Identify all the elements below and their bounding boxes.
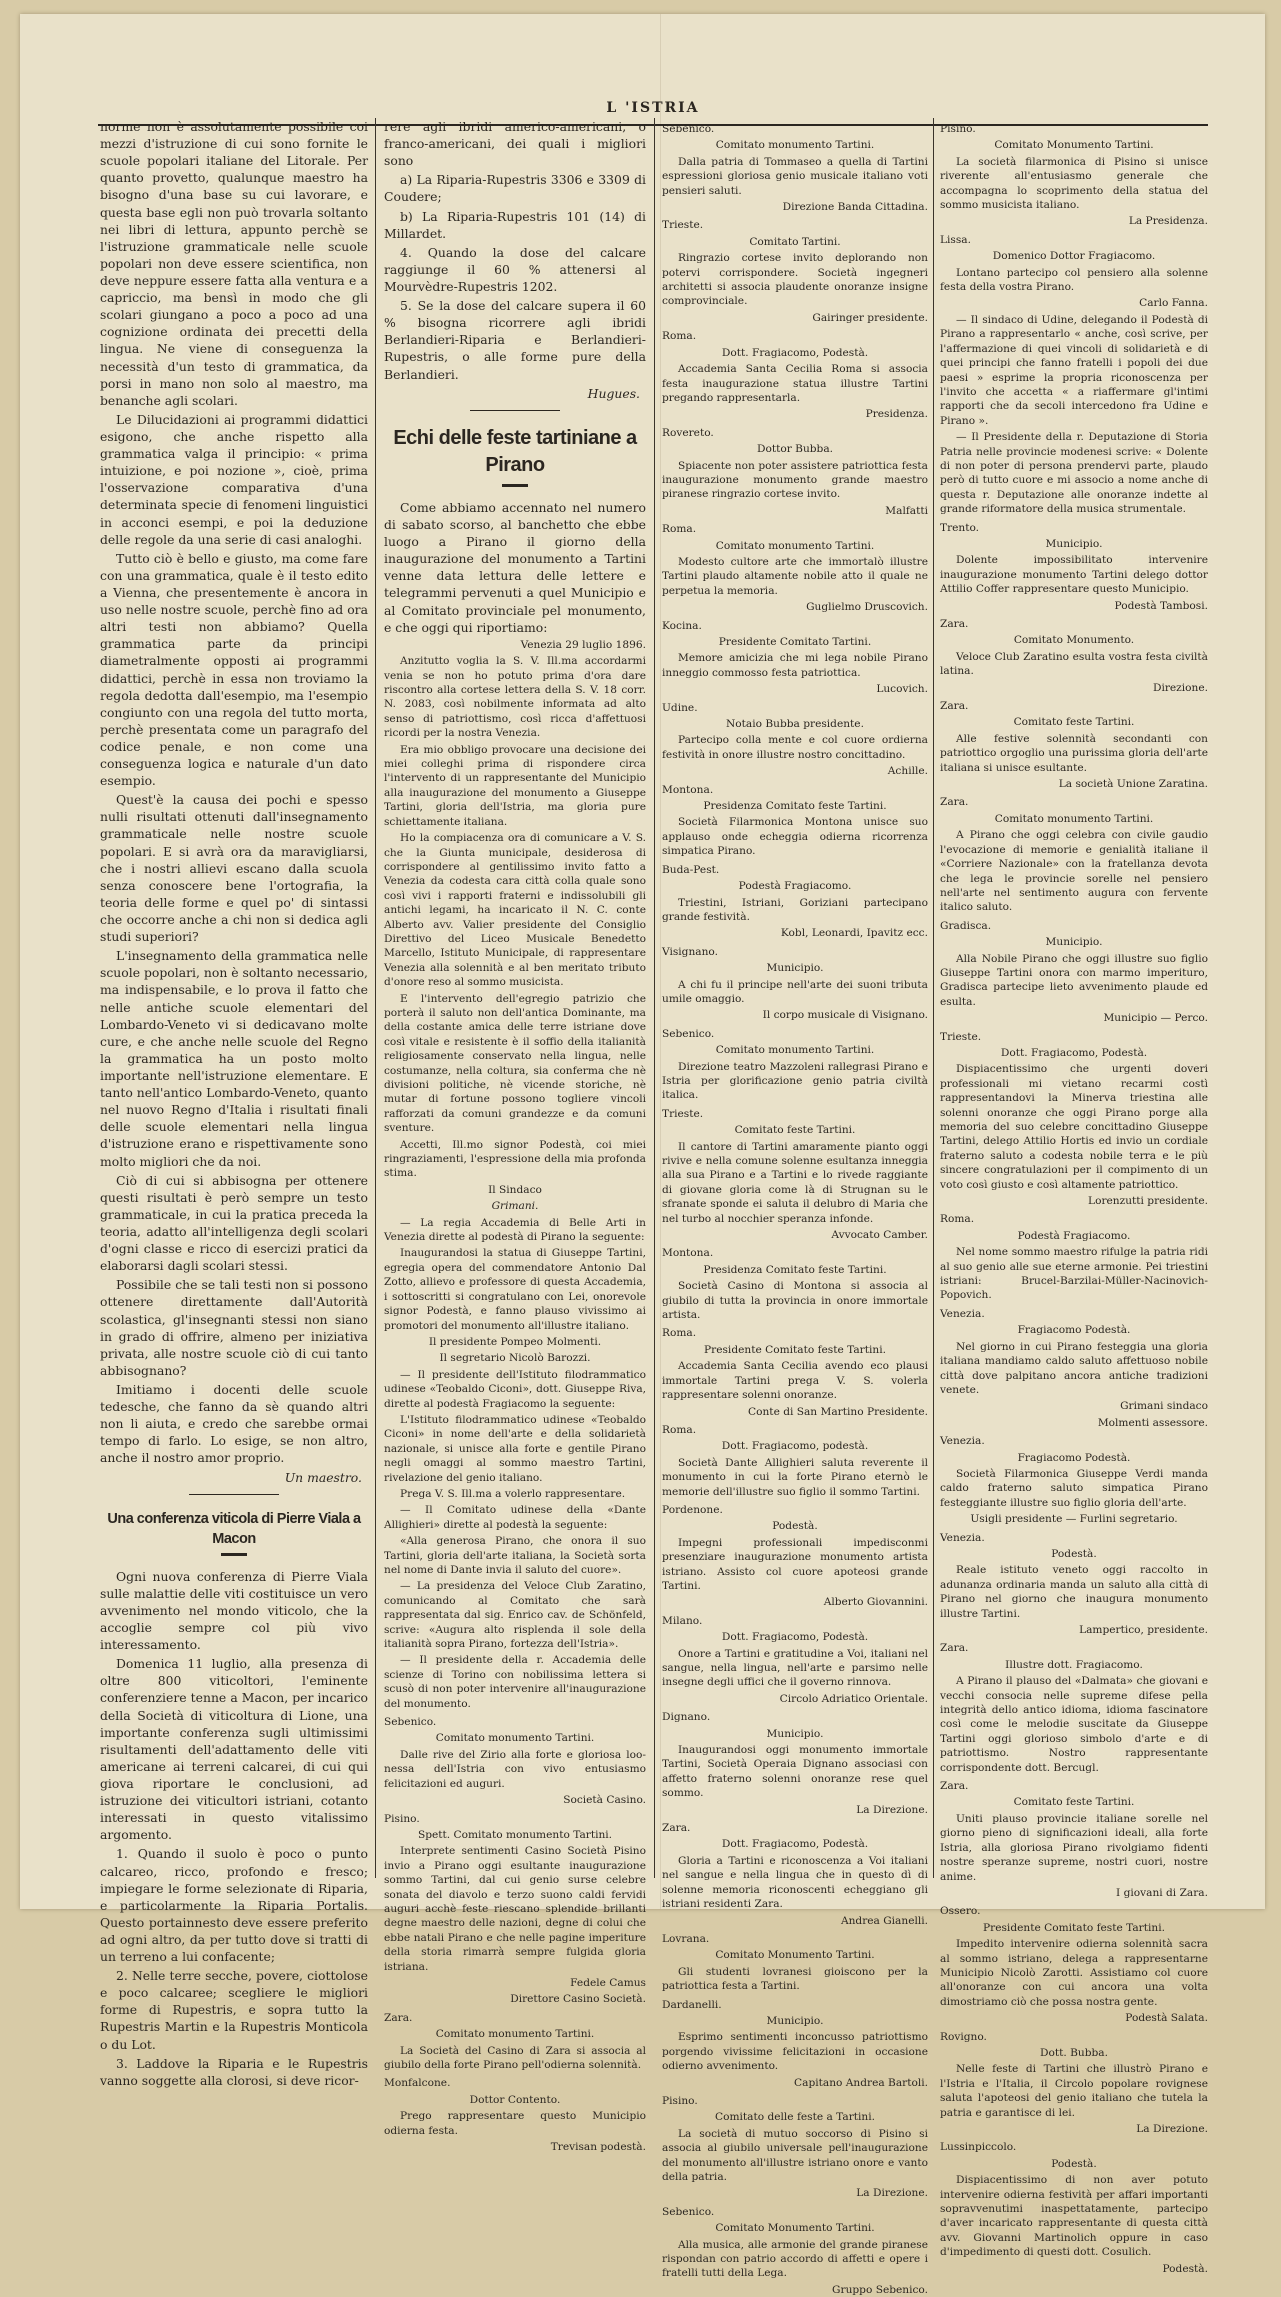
- separator: [502, 484, 528, 487]
- signature: Il presidente Pompeo Molmenti.: [428, 1335, 602, 1348]
- paragraph: — Il presidente dell'Istituto filodrammatico udinese «Teobaldo Ciconi», dott. Giuseppe Riva, dirette al podestà Fragiacomo la seguente:: [384, 1368, 646, 1410]
- telegram-text: Alle festive solennità secondanti con patriottico orgoglio una purissima gloria dell'arte italiana si unisce esultante.: [940, 732, 1208, 774]
- paragraph: Tutto ciò è bello e giusto, ma come fare con una grammatica, quale è il testo edito a Vienna, che presentemente è ancora in uso nelle nostre scuole, perchè fino ad ora altri testi non abbiamo? Quella grammatica parte da principi diametralmente opposti ai programmi didattici, perchè in essa non troviamo la regola dedotta dall'esempio, ma l'esempio congiunto con una regola del tutto morta, perchè presentata come un paragrafo del codice penale, e non come una conseguenza logica e naturale d'un dato esempio.: [100, 550, 368, 789]
- telegram-signature: Alberto Giovannini.: [823, 1596, 928, 1609]
- paragraph: — La presidenza del Veloce Club Zaratino, comunicando al Comitato che sarà rappresentata dal sig. Enrico cav. de Schönfeld, scrive: «Augura alto risplenda il sole della italianità sopra Pirano, fortezza dell'Istria».: [384, 1580, 646, 1651]
- telegram-text: La società filarmonica di Pisino si unisce riverente all'entusiasmo generale che accompagna lo scoprimento della statua del sommo musicista italiano.: [940, 155, 1208, 212]
- telegram-signature: La società Unione Zaratina.: [1058, 778, 1208, 791]
- telegram-place: Roma.: [662, 523, 697, 536]
- telegram-signature: Gairinger presidente.: [812, 311, 928, 324]
- telegram-text: Ringrazio cortese invito deplorando non potervi corrispondere. Società ingegneri architetti si associa plaudente onoranze insigne comprovinciale.: [662, 252, 928, 308]
- telegram-signature: Lorenzutti presidente.: [1088, 1195, 1208, 1208]
- telegram-place: Trieste.: [940, 1030, 982, 1043]
- paragraph: a) La Riparia-Rupestris 3306 e 3309 di Coudere;: [384, 172, 646, 205]
- column-2: [384, 118, 646, 2154]
- telegram-signature: Podestà Tambosi.: [1114, 599, 1208, 612]
- article-signature: Un maestro.: [284, 1469, 362, 1485]
- telegram-text: Esprimo sentimenti inconcusso patriottismo porgendo vivissime felicitazioni in occasione odierno avvenimento.: [662, 2031, 928, 2073]
- telegram-addressee: Dott. Fragiacomo, Podestà.: [721, 1838, 869, 1851]
- paragraph: — Il presidente della r. Accademia delle scienze di Torino con nobilissima lettera si scusò di non poter intervenire all'inaugurazione del monumento.: [384, 1654, 646, 1710]
- paragraph: — Il Comitato udinese della «Dante Allighieri» dirette al podestà la seguente:: [384, 1504, 646, 1531]
- telegram-text: Nel nome sommo maestro rifulge la patria ridi al suo genio alle sue eterne armonie. Pei triestini istriani: Brucel-Barzilai-Müller-Nacinovich-Popovich.: [940, 1246, 1208, 1302]
- telegram-addressee: Comitato monumento Tartini.: [715, 139, 875, 152]
- telegram-addressee: Presidente Comitato feste Tartini.: [704, 1343, 886, 1356]
- telegram-signature: Lampertico, presidente.: [1079, 1624, 1208, 1636]
- paragraph: 1. Quando il suolo è poco o punto calcareo, ricco, profondo e fresco; impiegare le forme selezionate di Riparia, e particolarmente la Riparia Portalis. Questo portainnesto deve essere preferito ad ogni altro, da per tutto dove si tratti di un terreno a lui confacente;: [100, 1846, 368, 1965]
- telegram-place: Rovereto.: [662, 426, 714, 439]
- telegram-text: Partecipo colla mente e col cuore ordierna festività in onore illustre nostro concittadino.: [662, 734, 928, 761]
- telegram-place: Zara.: [940, 700, 969, 713]
- telegram-text: Dalla patria di Tommaseo a quella di Tartini espressioni gloriosa genio musicale italiano voti pensieri saluti.: [662, 155, 928, 197]
- telegram-text: La società di mutuo soccorso di Pisino si associa al giubilo universale pell'inaugurazione del monumento all'illustre istriano onore e vanto della patria.: [662, 2127, 928, 2183]
- telegram-text: Società Dante Allighieri saluta reverente il monumento in cui la forte Pirano eternò le memorie dell'illustre suo figlio il sommo Tartini.: [662, 1456, 928, 1498]
- telegram-place: Pordenone.: [662, 1503, 723, 1516]
- telegram-addressee: Presidente Comitato Tartini.: [718, 636, 872, 648]
- page-fold: [660, 14, 661, 1909]
- telegram-place: Udine.: [662, 701, 698, 714]
- telegram-signature: Usigli presidente — Furlini segretario.: [970, 1513, 1178, 1526]
- telegram-addressee: Dottor Contento.: [469, 2093, 561, 2106]
- paragraph: Ogni nuova conferenza di Pierre Viala sulle malattie delle viti costituisce un vero avvenimento nel mondo viticolo, che la accoglie sempre col più vivo interessamento.: [100, 1568, 368, 1653]
- telegram-addressee: Presidenza Comitato feste Tartini.: [703, 1263, 887, 1276]
- telegram-signature: Fedele Camus: [570, 1976, 646, 1989]
- telegram-signature: Direttore Casino Società.: [510, 1993, 646, 2006]
- telegram-addressee: Spett. Comitato monumento Tartini.: [417, 1828, 613, 1841]
- paragraph: — Il sindaco di Udine, delegando il Podestà di Pirano a rappresentarlo « anche, così scrive, per l'affermazione di quei vincoli di solidarietà e di quei principi che fanno fratelli i popoli dei due paesi » esprime la propria riconoscenza per l'invito che accetta « a riaffermare gl'intimi rapporti che da secoli intercedono fra Udine e Pirano ».: [940, 313, 1208, 427]
- telegram-addressee: Municipio.: [1045, 537, 1103, 550]
- telegram-signature: La Direzione.: [1136, 2123, 1208, 2135]
- masthead-title: L 'ISTRIA: [606, 100, 700, 116]
- telegram-addressee: Dott. Fragiacomo, Podestà.: [721, 346, 869, 359]
- telegram-addressee: Presidente Comitato feste Tartini.: [983, 1921, 1165, 1934]
- paragraph: Ho la compiacenza ora di comunicare a V. S. che la Giunta municipale, desiderosa di corrispondere al gentilissimo invito fatto a Venezia da codesta cara città colla quale sono così vivi i rapporti fraterni e indissolubili gli antichi legami, ha incaricato il N. C. conte Alberto avv. Valier presidente del Consiglio Direttivo del Liceo Musicale Benedetto Marcello, Istituto Municipale, di rappresentare Venezia alla solennità e al ben meritato tributo d'onore reso al sommo musicista.: [384, 832, 646, 989]
- separator: [470, 410, 560, 411]
- paragraph: 2. Nelle terre secche, povere, ciottolose e poco calcaree; scegliere le migliori forme di Rupestris, e sopra tutto la Rupestris Martin e la Rupestris Monticola o du Lot.: [100, 1968, 368, 2052]
- telegram-addressee: Comitato delle feste a Tartini.: [714, 2111, 875, 2124]
- paragraph: Accetti, Ill.mo signor Podestà, coi miei ringraziamenti, l'espressione della mia profonda stima.: [384, 1138, 646, 1180]
- telegram-signature: Kobl, Leonardi, Ipavitz ecc.: [780, 927, 928, 940]
- telegram-text: Modesto cultore arte che immortalò illustre Tartini plaudo altamente nobile atto il quale ne perpetua la memoria.: [662, 555, 928, 597]
- telegram-place: Pisino.: [940, 123, 976, 135]
- telegram-addressee: Dott. Fragiacomo, Podestà.: [1000, 1046, 1148, 1059]
- telegram-place: Ossero.: [940, 1905, 981, 1918]
- telegram-addressee: Comitato feste Tartini.: [1013, 716, 1135, 729]
- telegram-signature: Conte di San Martino Presidente.: [748, 1405, 928, 1418]
- paragraph: Era mio obbligo provocare una decisione dei miei colleghi prima di rispondere circa l'intervento di un rappresentante del Municipio alla inaugurazione del monumento a Giuseppe Tartini, gloria dell'Istria, ma gloria pure schiettamente italiana.: [384, 743, 646, 828]
- telegram-text: Direzione teatro Mazzoleni rallegrasi Pirano e Istria per glorificazione genio patria civiltà italica.: [662, 1060, 928, 1102]
- telegram-addressee: Podestà.: [1051, 2157, 1097, 2170]
- telegram-text: Dolente impossibilitato intervenire inaugurazione monumento Tartini delego dottor Attilio Coffer rappresentare questo Municipio.: [940, 554, 1208, 596]
- telegram-text: Prego rappresentare questo Municipio odierna festa.: [384, 2110, 646, 2137]
- paragraph: Le Dilucidazioni ai programmi didattici esigono, che anche rispetto alla grammatica valga il principio: « prima intuizione, e poi nozione », cioè, prima l'osservazione comparativa d'una determinata specie di fenomeni linguistici in acconci esempi, e poi la deduzione delle regole da una serie di casi analoghi.: [100, 411, 368, 547]
- telegram-addressee: Podestà.: [1051, 1547, 1097, 1560]
- telegram-signature: Circolo Adriatico Orientale.: [779, 1692, 928, 1705]
- telegram-addressee: Dott. Fragiacomo, Podestà.: [721, 1631, 869, 1644]
- telegram-place: Lovrana.: [662, 1932, 710, 1945]
- telegram-text: Memore amicizia che mi lega nobile Pirano inneggio commosso festa patriottica.: [662, 652, 928, 679]
- telegram-signature: La Presidenza.: [1128, 215, 1208, 228]
- paragraph: E l'intervento dell'egregio patrizio che porterà il saluto non dell'antica Dominante, ma della costante amica delle terre istriane dove così vitale e resistente è il soffio della italianità religiosamente conservato nella lingua, nelle costumanze, nella coltura, sia conferma che nè divisioni politiche, nè vicende storiche, nè mutar di fortune possono togliere vincoli rafforzati da comuni grandezze e da comuni sventure.: [384, 992, 646, 1135]
- column-rule: [375, 118, 376, 1878]
- telegram-text: Dispiacentissimo di non aver potuto intervenire odierna festività per affari importanti sopravvenutimi inaspettatamente, partecipo d'aver incaricato rappresentante di questa città avv. Giovanni Martinolich oppure in caso d'impedimento di questi dott. Cosulich.: [940, 2174, 1208, 2259]
- telegram-signature: Podestà.: [1162, 2262, 1208, 2275]
- telegram-signature: Avvocato Camber.: [831, 1229, 928, 1242]
- signature: Il Sindaco: [488, 1183, 542, 1196]
- column-rule: [654, 118, 655, 1878]
- telegram-place: Zara.: [384, 2011, 413, 2024]
- telegram-place: Monfalcone.: [384, 2077, 451, 2090]
- telegram-addressee: Comitato monumento Tartini.: [435, 2028, 595, 2041]
- telegram-signature: Carlo Fanna.: [1139, 297, 1208, 310]
- telegram-signature: Achille.: [887, 765, 928, 778]
- telegram-text: Società Casino di Montona si associa al giubilo di tutta la provincia in onore immortale artista.: [662, 1280, 928, 1322]
- telegram-place: Trieste.: [662, 219, 704, 232]
- telegram-addressee: Presidenza Comitato feste Tartini.: [703, 800, 887, 813]
- telegram-place: Kocina.: [662, 619, 702, 632]
- telegram-addressee: Fragiacomo Podestà.: [1017, 1451, 1131, 1464]
- telegram-place: Zara.: [940, 1780, 969, 1793]
- telegram-addressee: Illustre dott. Fragiacomo.: [1005, 1658, 1143, 1671]
- paragraph: «Alla generosa Pirano, che onora il suo Tartini, gloria dell'arte italiana, la Società sorta nel nome di Dante invia il saluto del cuore».: [384, 1535, 646, 1576]
- paragraph: 4. Quando la dose del calcare raggiunge il 60 % attenersi al Mourvèdre-Rupestris 1202.: [384, 244, 646, 294]
- telegram-text: Onore a Tartini e gratitudine a Voi, italiani nel sangue, nella lingua, nell'arte e parsimo nelle insegne degli uffici che il governo rinnova.: [662, 1647, 928, 1689]
- telegram-signature: Direzione Banda Cittadina.: [782, 201, 928, 214]
- paragraph: L'insegnamento della grammatica nelle scuole popolari, non è soltanto necessario, ma indispensabile, e lo prova il fatto che nelle antiche scuole elementari del Lombardo-Veneto vi si dedicavano molte cure, e che anche nelle scuole del Regno la grammatica ha un posto molto importante nell'istruzione elementare. E tanto nell'antico Lombardo-Veneto, quanto nel nuovo Regno d'Italia i risultati finali delle scuole elementari nella lingua d'istruzione erano e rispettivamente sono molto migliori che da noi.: [100, 948, 368, 1169]
- telegram-addressee: Comitato Monumento.: [1013, 634, 1135, 647]
- telegram-place: Sebenico.: [662, 1027, 715, 1040]
- telegram-addressee: Comitato feste Tartini.: [734, 1124, 856, 1137]
- telegram-place: Dignano.: [662, 1711, 711, 1724]
- telegram-text: Lontano partecipo col pensiero alla solenne festa della vostra Pirano.: [940, 266, 1208, 294]
- telegram-text: Accademia Santa Cecilia avendo eco plausi immortale Tartini prega V. S. volerla rappresentare solenni onoranze.: [662, 1360, 928, 1402]
- telegram-addressee: Comitato monumento Tartini.: [715, 1044, 875, 1057]
- telegram-place: Lissa.: [940, 233, 971, 246]
- telegram-place: Zara.: [940, 1642, 969, 1655]
- paragraph: — La regia Accademia di Belle Arti in Venezia dirette al podestà di Pirano la seguente:: [384, 1216, 646, 1244]
- telegram-text: La Società del Casino di Zara si associa al giubilo della forte Pirano pell'odierna solennità.: [384, 2044, 646, 2071]
- telegram-place: Montona.: [662, 783, 714, 796]
- telegram-place: Zara.: [940, 618, 969, 630]
- telegram-signature: Capitano Andrea Bartoli.: [794, 2076, 928, 2089]
- telegram-addressee: Comitato monumento Tartini.: [994, 812, 1154, 825]
- telegram-addressee: Domenico Dottor Fragiacomo.: [992, 250, 1156, 263]
- telegram-text: Dispiacentissimo che urgenti doveri professionali mi vietano recarmi costì rappresentandovi la Minerva triestina alle solenni onoranze che oggi Pirano porge alla memoria del suo celebre concittadino Giuseppe Tartini, delego Attilio Hortis ed invio un cordiale fraterno saluto a codesta nobile terra e le più sincere congratulazioni per il compimento di un voto così giusto e così altamente patriottico.: [940, 1063, 1208, 1191]
- telegram-signature: Lucovich.: [876, 683, 928, 696]
- telegram-place: Roma.: [662, 1423, 697, 1436]
- telegram-place: Roma.: [662, 1327, 697, 1340]
- telegram-text: A Pirano il plauso del «Dalmata» che giovani e vecchi consocia nelle supreme difese pella integrità dello antico idioma, idioma fascinatore così come le melodie suscitate da Giuseppe Tartini oggi glorioso simbolo d'arte e di patriottismo. Nostro rappresentante corrispondente dott. Bercugl.: [940, 1675, 1208, 1774]
- telegram-text: Reale istituto veneto oggi raccolto in adunanza ordinaria manda un saluto alla città di Pirano nel giorno che inaugura monumento illustre Tartini.: [940, 1564, 1208, 1620]
- telegram-addressee: Comitato Tartini.: [749, 235, 841, 248]
- telegram-place: Venezia.: [940, 1307, 985, 1320]
- separator: [221, 1553, 247, 1556]
- paragraph: Come abbiamo accennato nel numero di sabato scorso, al banchetto che ebbe luogo a Pirano il giorno della inaugurazione del monumento a Tartini venne data lettura delle lettere e telegrammi pervenuti a quel Municipio e al Comitato provinciale pel monumento, e che oggi qui riportiamo:: [384, 499, 646, 635]
- telegram-addressee: Comitato Monumento Tartini.: [715, 2222, 875, 2235]
- paragraph: Prega V. S. Ill.ma a volerlo rappresentare.: [400, 1487, 626, 1500]
- telegram-place: Pisino.: [662, 2094, 698, 2107]
- telegram-signature: Malfatti: [885, 504, 928, 517]
- article-headline: Echi delle feste tartiniane a Pirano: [393, 426, 637, 477]
- telegram-text: A chi fu il principe nell'arte dei suoni tributa umile omaggio.: [662, 978, 928, 1005]
- signature: Grimani.: [491, 1200, 539, 1213]
- column-1: [100, 118, 368, 2088]
- telegram-place: Lussinpiccolo.: [940, 2141, 1017, 2154]
- paragraph: 5. Se la dose del calcare supera il 60 % bisogna ricorrere agli ibridi Berlandieri-Riparia e Berlandieri-Rupestris, o alle forme pure della Berlandieri.: [384, 298, 646, 382]
- telegram-place: Zara.: [662, 1822, 691, 1835]
- telegram-place: Buda-Pest.: [662, 863, 720, 876]
- telegram-addressee: Fragiacomo Podestà.: [1017, 1324, 1131, 1337]
- column-4: [940, 118, 1208, 2275]
- letter-date: Venezia 29 luglio 1896.: [520, 638, 646, 651]
- telegram-place: Venezia.: [940, 1531, 985, 1544]
- telegram-text: Impegni professionali impedisconmi presenziare inaugurazione monumento artista istriano. Assisto col cuore apoteosi grande Tartini.: [662, 1536, 928, 1592]
- telegram-signature: Il corpo musicale di Visignano.: [762, 1009, 928, 1022]
- telegram-place: Sebenico.: [662, 2205, 715, 2218]
- telegram-addressee: Podestà Fragiacomo.: [1017, 1229, 1131, 1242]
- telegram-text: Gloria a Tartini e riconoscenza a Voi italiani nel sangue e nella lingua che in questo dì di solenne memoria riconoscenti echeggiano gli istriani residenti Zara.: [662, 1854, 928, 1911]
- telegram-place: Sebenico.: [662, 123, 715, 135]
- paragraph: rere agli ibridi americo-americani, o franco-americani, dei quali i migliori sono: [384, 119, 646, 169]
- telegram-text: Accademia Santa Cecilia Roma si associa festa inaugurazione statua illustre Tartini pregando rappresentarla.: [662, 363, 928, 404]
- telegram-text: Impedito intervenire odierna solennità sacra al sommo istriano, delega a rappresentarne Municipio Nicolò Zarotti. Assistiamo col cuore all'onoranze con cui ancora una volta dimostriamo ciò che possa nostra gente.: [940, 1938, 1208, 2008]
- paragraph: Inaugurandosi la statua di Giuseppe Tartini, egregia opera del commendatore Antonio Dal Zotto, allievo e professore di questa Accademia, i sottoscritti si congratulano con Lei, onorevole signor Podestà, e fanno plauso vivissimo ai promotori del monumento all'illustre italiano.: [384, 1247, 646, 1332]
- paragraph: 3. Laddove la Riparia e le Rupestris vanno soggette alla clorosi, si deve ricor-: [100, 2055, 368, 2088]
- telegram-place: Montona.: [662, 1247, 714, 1260]
- paragraph: Imitiamo i docenti delle scuole tedesche, che fanno da sè quando altri non li aiuta, e credo che sarebbe ormai tempo di farlo. Lo esige, se non altro, anche il nostro amor proprio.: [100, 1381, 368, 1466]
- telegram-place: Dardanelli.: [662, 1998, 722, 2011]
- telegram-place: Rovigno.: [940, 2030, 987, 2043]
- telegram-addressee: Comitato feste Tartini.: [1013, 1796, 1135, 1809]
- telegram-text: Veloce Club Zaratino esulta vostra festa civiltà latina.: [940, 650, 1208, 678]
- telegram-signature: Presidenza.: [865, 408, 928, 421]
- column-rule: [933, 118, 934, 1878]
- telegram-signature: Società Casino.: [563, 1794, 646, 1807]
- separator: [189, 1494, 279, 1495]
- paragraph: Quest'è la causa dei pochi e spesso nulli risultati ottenuti dall'insegnamento grammaticale nelle nostre scuole popolari. E si avrà ora da maravigliarsi, che i nostri allievi escano dalla scuola senza conoscere bene l'ortografia, la teoria delle forme e quel po' di sintassi che occorre anche a chi non si dedica agli studi superiori?: [100, 792, 368, 945]
- telegram-signature: Andrea Gianelli.: [840, 1914, 928, 1927]
- paragraph: Ciò di cui si abbisogna per ottenere questi risultati è però sempre un testo grammaticale, in cui la pratica preceda la teoria, adatto all'intelligenza degli scolari d'ogni classe e ricco di esercizi pratici da elaborarsi dagli scolari stessi.: [100, 1172, 368, 1274]
- telegram-signature: Municipio — Perco.: [1103, 1012, 1208, 1025]
- telegram-addressee: Municipio.: [766, 2014, 824, 2027]
- telegram-text: Il cantore di Tartini amaramente pianto oggi rivive e nella comune solenne esultanza inneggia alla sua Pirano e a Tartini e lo rivede raggiante di giovane gloria come là di Strugnan su le sfranate sponde ei saluta il delubro di Maria che nel turbo al nocchier speranza infonde.: [662, 1140, 928, 1225]
- telegram-place: Visignano.: [662, 945, 718, 958]
- telegram-place: Trieste.: [662, 1107, 704, 1120]
- telegram-text: Gli studenti lovranesi gioiscono per la patriottica festa a Tartini.: [662, 1965, 928, 1993]
- paragraph: Domenica 11 luglio, alla presenza di oltre 800 viticoltori, l'eminente conferenziere tenne a Macon, per incarico della Società di viticoltura di Lione, una importante conferenza sugli ultimissimi risultamenti dell'adattamento delle viti americane ai terreni calcarei, di cui qui giova riportare le conclusioni, ad istruzione dei viticultori istriani, cotanto interessati in questo vitalissimo argomento.: [100, 1656, 368, 1843]
- telegram-signature: La Direzione.: [856, 1803, 928, 1816]
- telegram-text: Alla musica, alle armonie del grande piranese rispondan con patrio accordo di affetti e opere i fratelli tutti della Lega.: [662, 2238, 928, 2280]
- telegram-place: Gradisca.: [940, 919, 992, 932]
- telegram-addressee: Comitato monumento Tartini.: [435, 1732, 595, 1745]
- telegram-text: Nelle feste di Tartini che illustrò Pirano e l'Istria e l'Italia, il Circolo popolare rovignese saluta l'apoteosi del genio italiano che tutela la patria e garantisce di lei.: [940, 2063, 1208, 2119]
- telegram-addressee: Notaio Bubba presidente.: [726, 718, 864, 731]
- telegram-addressee: Dott. Bubba.: [1040, 2046, 1108, 2059]
- telegram-addressee: Comitato Monumento Tartini.: [715, 1949, 875, 1962]
- telegram-signature: La Direzione.: [856, 2187, 928, 2200]
- signature: Il segretario Nicolò Barozzi.: [439, 1352, 591, 1365]
- telegram-addressee: Podestà.: [772, 1520, 818, 1533]
- telegram-text: Società Filarmonica Giuseppe Verdi manda caldo fraterno saluto simpatica Pirano festeggiante illustre suo figlio gloria dell'arte.: [940, 1467, 1208, 1509]
- paragraph: norme non è assolutamente possibile coi mezzi d'istruzione di cui sono fornite le scuole popolari italiane del Litorale. Per quanto provetto, qualunque maestro ha bisogno d'una base su cui lavorare, e questa base egli non può trovarla soltanto nei libri di lettura, appunto perchè se l'istruzione grammaticale nelle scuole popolari non deve essere scientifica, non deve neppure essere fatta alla ventura e a capriccio, ma bensì in modo che gli scolari giungano a poco a poco ad una cognizione ordinata dei precetti della lingua. Ne viene di conseguenza la necessità d'un testo di grammatica, da porsi in mano non solo al maestro, ma benanche agli scolari.: [100, 119, 368, 408]
- column-3: [662, 118, 928, 2296]
- telegram-place: Venezia.: [940, 1435, 985, 1448]
- telegram-text: Alla Nobile Pirano che oggi illustre suo figlio Giuseppe Tartini onora con marmo imperituro, Gradisca partecipe lieto avvenimento plaude ed esulta.: [940, 952, 1208, 1008]
- telegram-addressee: Comitato monumento Tartini.: [715, 539, 875, 552]
- telegram-signature: Guglielmo Druscovich.: [806, 601, 928, 614]
- telegram-text: Società Filarmonica Montona unisce suo applauso onde echeggia odierna ricorrenza simpatica Pirano.: [662, 816, 928, 858]
- telegram-addressee: Podestà Fragiacomo.: [738, 880, 852, 893]
- paragraph: — Il Presidente della r. Deputazione di Storia Patria nelle provincie modenesi scrive: « Dolente di non poter di persona prendervi parte, plaudo però di tutto cuore e mi associo a nome anche di questa r. Deputazione alle onoranze indette al grande riformatore della musica strumentale.: [940, 431, 1208, 516]
- telegram-text: A Pirano che oggi celebra con civile gaudio l'evocazione di memorie e genialità italiane il «Corriere Nazionale» con la fratellanza devota che lega le provincie sorelle nel pensiero nell'arte nel sentimento augura con fervente italico saluto.: [940, 829, 1208, 914]
- telegram-signature: I giovani di Zara.: [1116, 1886, 1208, 1899]
- article-signature: Hugues.: [587, 385, 640, 401]
- telegram-signature: Trevisan podestà.: [550, 2141, 646, 2154]
- telegram-signature: Grimani sindaco: [1120, 1400, 1208, 1413]
- paragraph: L'Istituto filodrammatico udinese «Teobaldo Ciconi» in nome dell'arte e della solidarietà nazionale, si unisce alla forte e gentile Pirano negli omaggi al sommo maestro Tartini, rivelazione del genio italiano.: [384, 1413, 646, 1484]
- telegram-place: Roma.: [662, 330, 697, 343]
- telegram-addressee: Dottor Bubba.: [756, 443, 834, 456]
- paragraph: b) La Riparia-Rupestris 101 (14) di Millardet.: [384, 208, 646, 241]
- telegram-text: Triestini, Istriani, Goriziani partecipano grande festività.: [662, 896, 928, 923]
- telegram-text: Uniti plauso provincie italiane sorelle nel giorno pieno di significazioni ideali, alla forte Istria, alla gloriosa Pirano rivolgiamo fidenti nostre speranze supreme, nostri cuori, nostre anime.: [940, 1812, 1208, 1883]
- telegram-signature: Gruppo Sebenico.: [832, 2283, 928, 2296]
- telegram-signature: Podestà Salata.: [1125, 2012, 1208, 2025]
- telegram-addressee: Comitato Monumento Tartini.: [994, 139, 1154, 152]
- telegram-addressee: Municipio.: [766, 962, 824, 975]
- telegram-text: Inaugurandosi oggi monumento immortale Tartini, Società Operaia Dignano associasi con affetto fraterno solenni onoranze rese quel sommo.: [662, 1744, 928, 1800]
- telegram-addressee: Dott. Fragiacomo, podestà.: [721, 1440, 869, 1453]
- telegram-place: Roma.: [940, 1213, 975, 1226]
- telegram-text: Interprete sentimenti Casino Società Pisino invio a Pirano oggi esultante inaugurazione sommo Tartini, dal cui genio surse celebre sonata del diavolo e terzo suono caldi fervidi auguri acchè feste riescano splendide brillanti degne maestro delle nazioni, degne di colui che ebbe natali Pirano e che nelle pagine imperiture della storia rimarrà sempre fulgida gloria istriana.: [384, 1845, 646, 1973]
- telegram-place: Milano.: [662, 1614, 703, 1627]
- telegram-signature: Direzione.: [1152, 681, 1208, 694]
- telegram-place: Pisino.: [384, 1812, 420, 1825]
- telegram-text: Nel giorno in cui Pirano festeggia una gloria italiana mandiamo caldo saluto affettuoso nobile città dove palpitano ancora antiche tradizioni venete.: [940, 1340, 1208, 1396]
- telegram-place: Zara.: [940, 796, 969, 809]
- paragraph: Possibile che se tali testi non si possono ottenere direttamente dall'Autorità scolastica, gl'insegnanti stessi non siano in grado di offrire, almeno per iniziativa privata, alle nostre scuole ciò di cui tanto abbisognano?: [100, 1277, 368, 1378]
- telegram-text: Dalle rive del Zirio alla forte e gloriosa loo-nessa dell'Istria con vivo entusiasmo felicitazioni ed auguri.: [384, 1748, 646, 1790]
- telegram-place: Trento.: [940, 521, 980, 534]
- article-headline: Una conferenza viticola di Pierre Viala a Macon: [107, 1510, 361, 1547]
- telegram-addressee: Municipio.: [1045, 936, 1103, 949]
- telegram-text: Spiacente non poter assistere patriottica festa inaugurazione monumento grande maestro piranese ringrazio cortese invito.: [662, 459, 928, 501]
- telegram-place: Sebenico.: [384, 1716, 437, 1729]
- telegram-addressee: Municipio.: [766, 1727, 824, 1740]
- paragraph: Anzitutto voglia la S. V. Ill.ma accordarmi venia se non ho potuto prima d'ora dare riscontro alla cortese lettera della S. V. 18 corr. N. 2083, così nobilmente informata ad alto senso di patriottismo, così ricca d'affettuosi ricordi per la nostra Venezia.: [384, 655, 646, 740]
- telegram-signature: Molmenti assessore.: [1097, 1416, 1208, 1429]
